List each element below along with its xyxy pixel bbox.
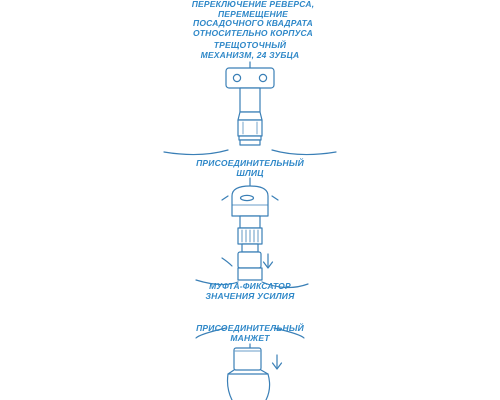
head-hole-left [233, 74, 240, 81]
side-line-left [164, 150, 228, 155]
clutch-label: МУФТА-ФИКСАТОР ЗНАЧЕНИЯ УСИЛИЯ [205, 281, 295, 301]
side-line-right [272, 150, 336, 155]
down-arrow-icon [273, 355, 282, 369]
down-arrow-icon [264, 254, 273, 268]
spline-label: ПРИСОЕДИНИТЕЛЬНЫЙ ШЛИЦ [196, 158, 304, 178]
ratchet-label: ТРЕЩОТОЧНЫЙ МЕХАНИЗМ, 24 ЗУБЦА [200, 40, 300, 60]
spline-body [196, 178, 308, 288]
clutch-ring [238, 252, 261, 268]
spline-slot [241, 195, 254, 200]
cuff-label: ПРИСОЕДИНИТЕЛЬНЫЙ МАНЖЕТ [196, 323, 304, 343]
head-hole-right [259, 74, 266, 81]
reverse-switch-label: ПЕРЕКЛЮЧЕНИЕ РЕВЕРСА, ПЕРЕМЕЩЕНИЕ ПОСАДОЧНОГО КВАДРАТА ОТНОСИТЕЛЬНО КОРПУСА [191, 0, 315, 38]
ratchet-head [226, 62, 274, 145]
